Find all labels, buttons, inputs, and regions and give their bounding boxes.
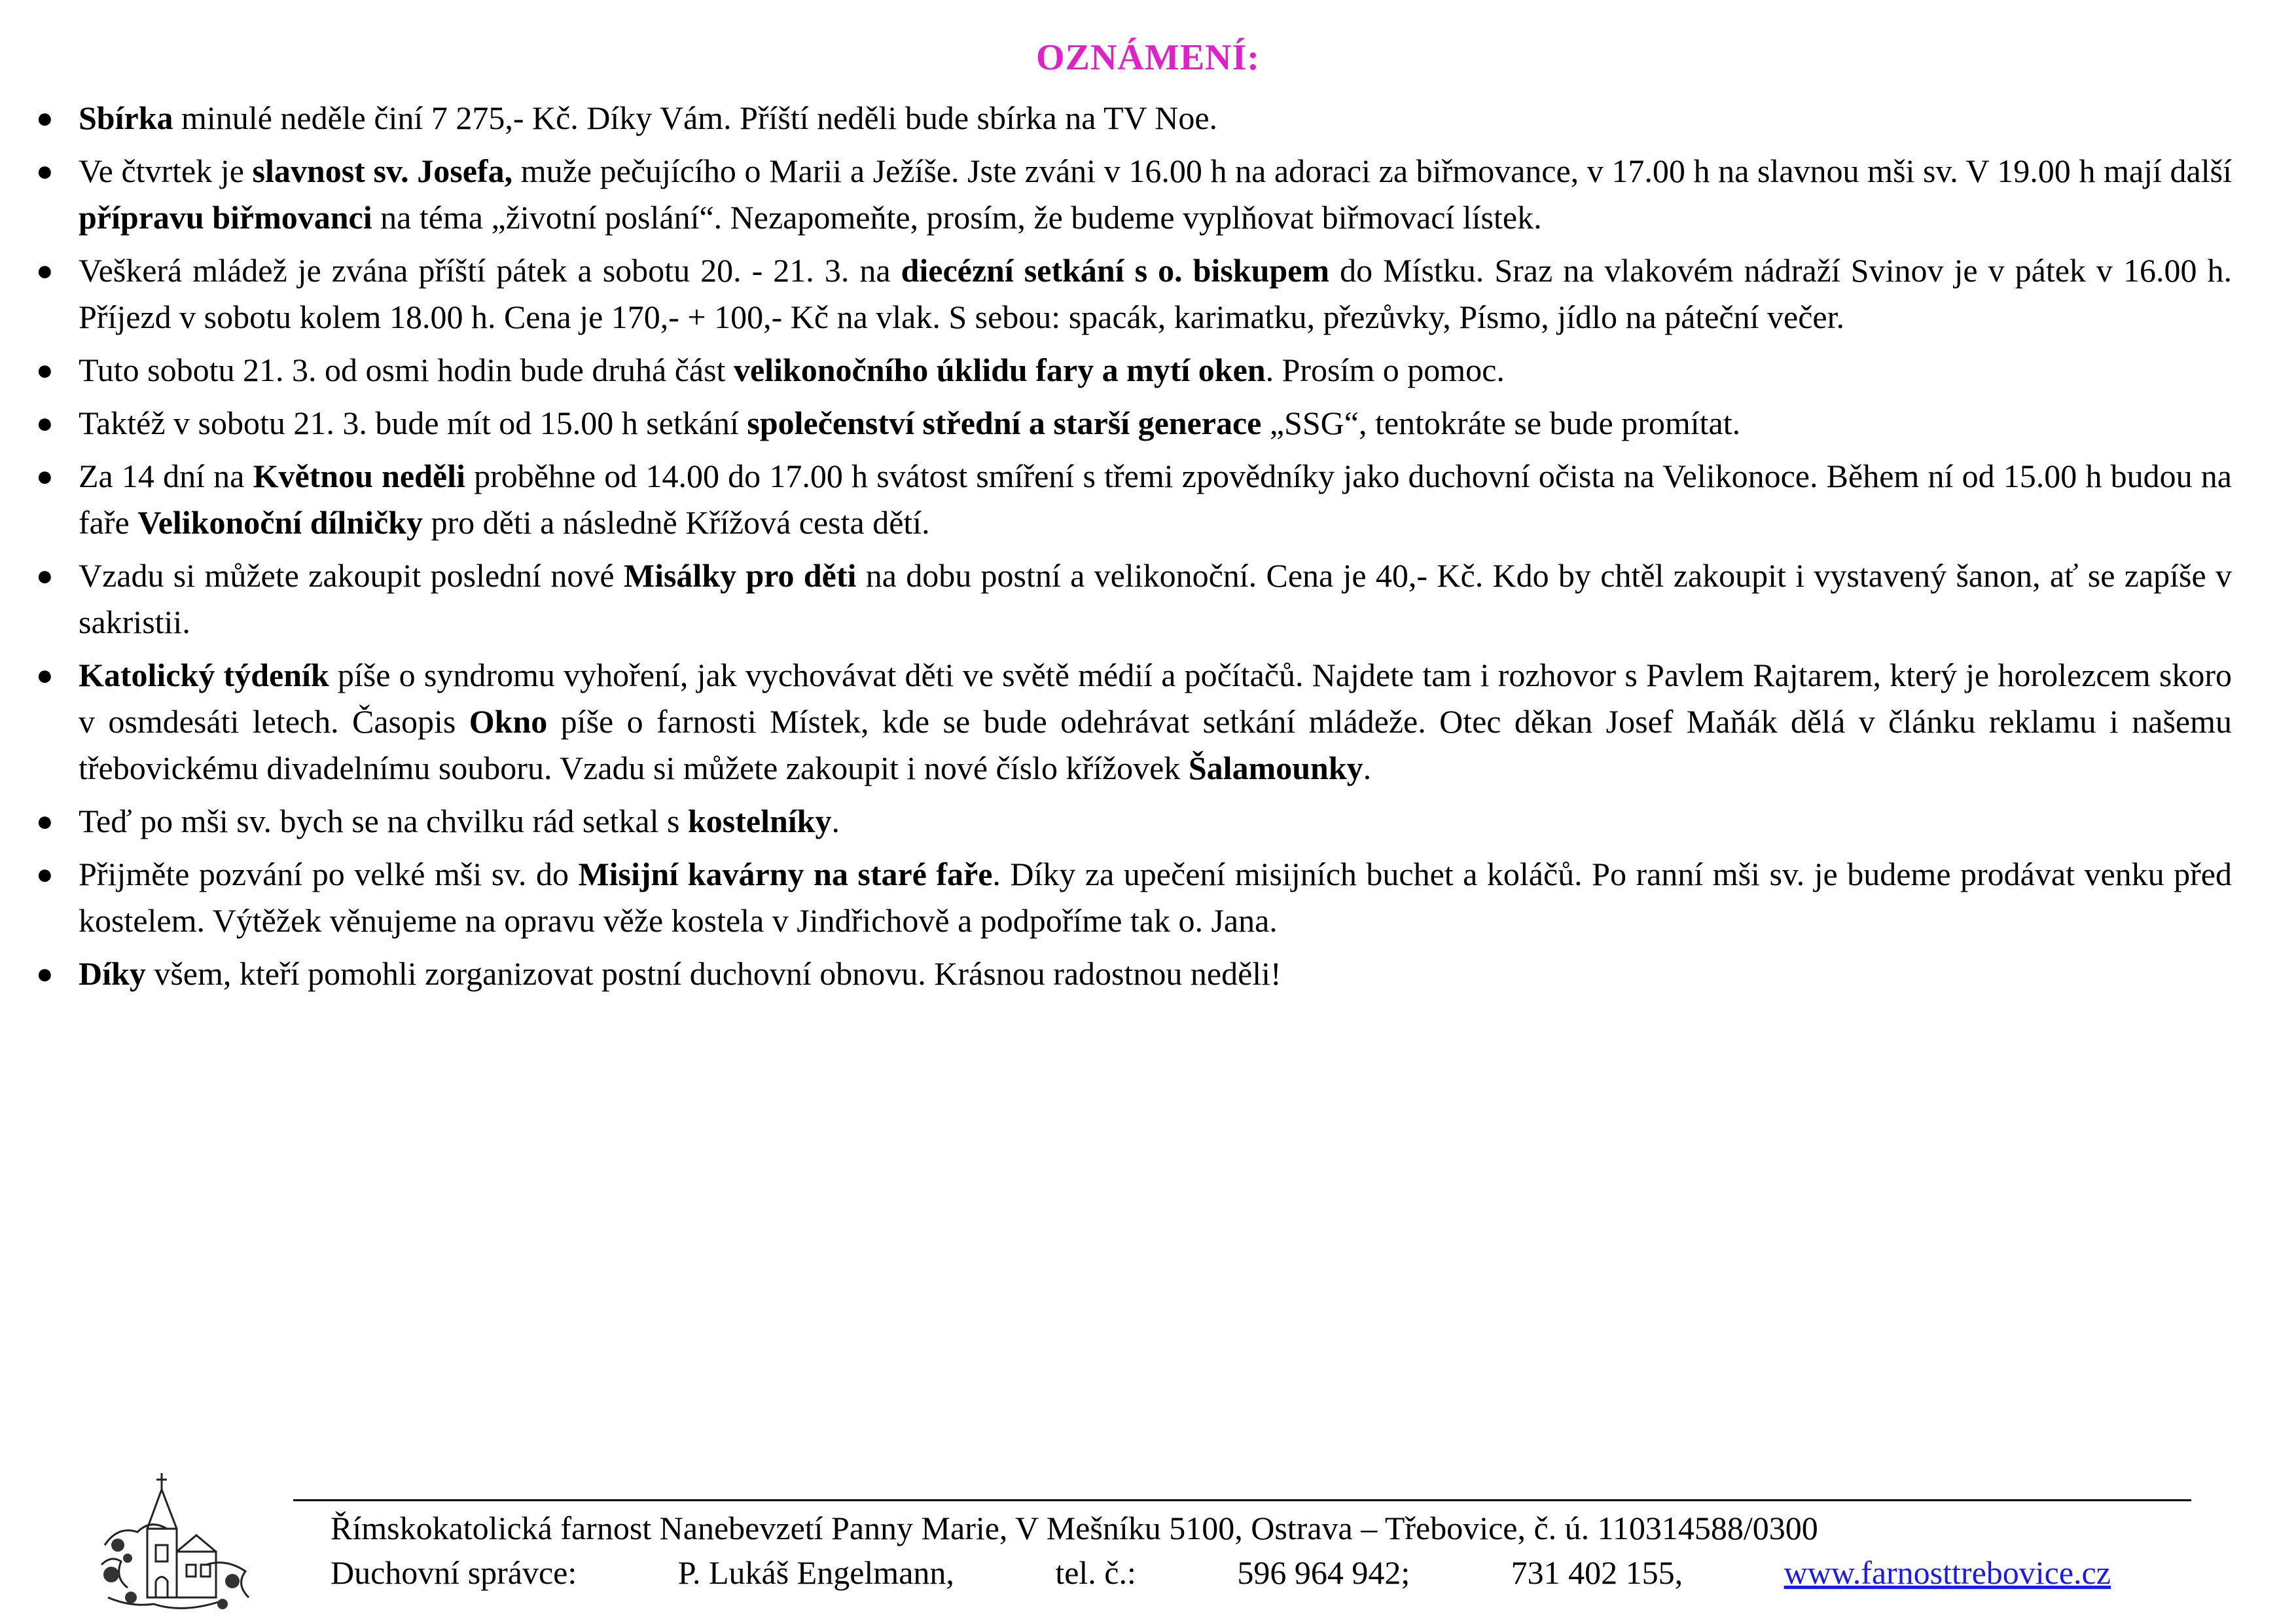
footer-address: Římskokatolická farnost Nanebevzetí Panny Marie, V Mešníku 5100, Ostrava – Třebovice, č. ú. 110314588/0300 xyxy=(331,1510,1818,1546)
bullet-icon: ● xyxy=(36,858,54,890)
website-link[interactable]: www.farnosttrebovice.cz xyxy=(1784,1554,2111,1591)
footer-divider xyxy=(293,1499,2191,1501)
footer-contact xyxy=(331,1553,2111,1592)
announcement-emphasis: Misálky pro děti xyxy=(623,557,857,594)
phone-2: 731 402 155, xyxy=(1511,1554,1683,1591)
announcement-item xyxy=(36,148,2232,241)
announcement-text: píše o farnosti Místek, kde se bude odehrávat setkání mládeže. Otec děkan Josef Maňák dělá v článku reklamu i našemu třebovickému divadelnímu souboru. Vzadu si můžete zakoupit i nové číslo křížovek xyxy=(79,703,2233,786)
announcement-emphasis: Sbírka xyxy=(79,100,173,136)
announcement-item xyxy=(36,798,2232,845)
church-logo-icon xyxy=(92,1467,255,1620)
bullet-icon: ● xyxy=(36,407,54,439)
phone-1: 596 964 942; xyxy=(1237,1554,1410,1591)
announcement-emphasis: kostelníky xyxy=(687,803,832,839)
announcements-list xyxy=(36,95,2233,1004)
announcement-item xyxy=(36,851,2232,944)
announcement-text: na dobu postní a velikonoční. Cena je 40,- Kč. Kdo by chtěl zakoupit i vystavený šanon, ať se zapíše v sakristii. xyxy=(79,557,2232,640)
bullet-icon: ● xyxy=(36,255,54,287)
announcement-text: Přijměte pozvání po velké mši sv. do xyxy=(79,856,579,892)
announcement-item xyxy=(36,400,2232,447)
announcement-emphasis: Květnou neděli xyxy=(253,458,465,494)
announcement-text: proběhne od 14.00 do 17.00 h svátost smíření s třemi zpovědníky jako duchovní očista na Velikonoce. Během ní od 15.00 h budou na faře xyxy=(79,458,2233,541)
announcement-text: Vzadu si můžete zakoupit poslední nové xyxy=(79,557,624,594)
bullet-icon: ● xyxy=(36,958,54,990)
bullet-icon: ● xyxy=(36,460,54,492)
bullet-icon: ● xyxy=(36,659,54,691)
bullet-icon: ● xyxy=(36,805,54,837)
announcement-emphasis: Katolický týdeník xyxy=(79,657,329,693)
announcement-text: . xyxy=(1363,750,1372,786)
announcement-text: . xyxy=(831,803,840,839)
announcement-emphasis: Díky xyxy=(79,955,146,992)
announcement-emphasis: diecézní setkání s o. biskupem xyxy=(901,252,1330,289)
announcement-item xyxy=(36,453,2233,546)
announcement-text: do Místku. Sraz na vlakovém nádraží Svinov je v pátek v 16.00 h. Příjezd v sobotu kolem 18.00 h. Cena je 170,- + 100,- Kč na vlak. S sebou: spacák, karimatku, přezůvky, Písmo, jídlo na páteční večer. xyxy=(79,252,2232,335)
announcement-text: Tuto sobotu 21. 3. od osmi hodin bude druhá část xyxy=(79,352,734,388)
announcement-emphasis: Šalamounky xyxy=(1188,750,1363,786)
bullet-icon: ● xyxy=(36,354,54,386)
announcement-text: muže pečujícího o Marii a Ježíše. Jste zváni v 16.00 h na adoraci za biřmovance, v 17.00 h na slavnou mši sv. V 19.00 h mají další xyxy=(512,153,2232,189)
announcement-item xyxy=(36,553,2232,646)
announcement-text: Taktéž v sobotu 21. 3. bude mít od 15.00 h setkání xyxy=(79,405,747,441)
announcement-text: . Díky za upečení misijních buchet a koláčů. Po ranní mši sv. je budeme prodávat venku před kostelem. Výtěžek věnujeme na opravu věže kostela v Jindřichově a podpoříme tak o. Jana. xyxy=(79,856,2232,939)
announcement-text: . Prosím o pomoc. xyxy=(1265,352,1505,388)
announcement-text: Veškerá mládež je zvána příští pátek a sobotu 20. - 21. 3. na xyxy=(79,252,901,289)
announcement-item xyxy=(36,652,2233,792)
announcement-emphasis: velikonočního úklidu fary a mytí oken xyxy=(733,352,1266,388)
announcement-item xyxy=(36,951,2232,997)
announcement-emphasis: společenství střední a starší generace xyxy=(747,405,1262,441)
announcement-emphasis: Velikonoční dílničky xyxy=(137,504,423,541)
announcement-text: pro děti a následně Křížová cesta dětí. xyxy=(422,504,930,541)
phone-label: tel. č.: xyxy=(1055,1554,1136,1591)
announcement-text: Teď po mši sv. bych se na chvilku rád setkal s xyxy=(79,803,688,839)
bullet-icon: ● xyxy=(36,560,54,592)
announcement-item xyxy=(36,95,2232,141)
announcement-text: na téma „životní poslání“. Nezapomeňte, prosím, že budeme vyplňovat biřmovací lístek. xyxy=(372,199,1542,236)
admin-name: P. Lukáš Engelmann, xyxy=(677,1554,954,1591)
announcement-item xyxy=(36,247,2232,340)
announcement-emphasis: přípravu biřmovanci xyxy=(79,199,372,236)
announcement-text: Za 14 dní na xyxy=(79,458,253,494)
announcement-item xyxy=(36,347,2232,393)
bullet-icon: ● xyxy=(36,155,54,187)
bullet-icon: ● xyxy=(36,102,54,134)
admin-label: Duchovní správce: xyxy=(331,1554,577,1591)
announcement-text: „SSG“, tentokráte se bude promítat. xyxy=(1261,405,1741,441)
announcement-emphasis: Misijní kavárny na staré faře xyxy=(578,856,993,892)
announcement-text: minulé neděle činí 7 275,- Kč. Díky Vám. Příští neděli bude sbírka na TV Noe. xyxy=(173,100,1218,136)
announcement-text: všem, kteří pomohli zorganizovat postní duchovní obnovu. Krásnou radostnou neděli! xyxy=(145,955,1282,992)
announcement-emphasis: slavnost sv. Josefa, xyxy=(252,153,513,189)
announcement-text: píše o syndromu vyhoření, jak vychovávat děti ve světě médií a počítačů. Najdete tam i rozhovor s Pavlem Rajtarem, který je horolezcem skoro v osmdesáti letech. Časopis xyxy=(79,657,2233,740)
announcement-text: Ve čtvrtek je xyxy=(79,153,253,189)
announcement-emphasis: Okno xyxy=(469,703,548,740)
page-title: OZNÁMENÍ: xyxy=(1036,37,1260,78)
